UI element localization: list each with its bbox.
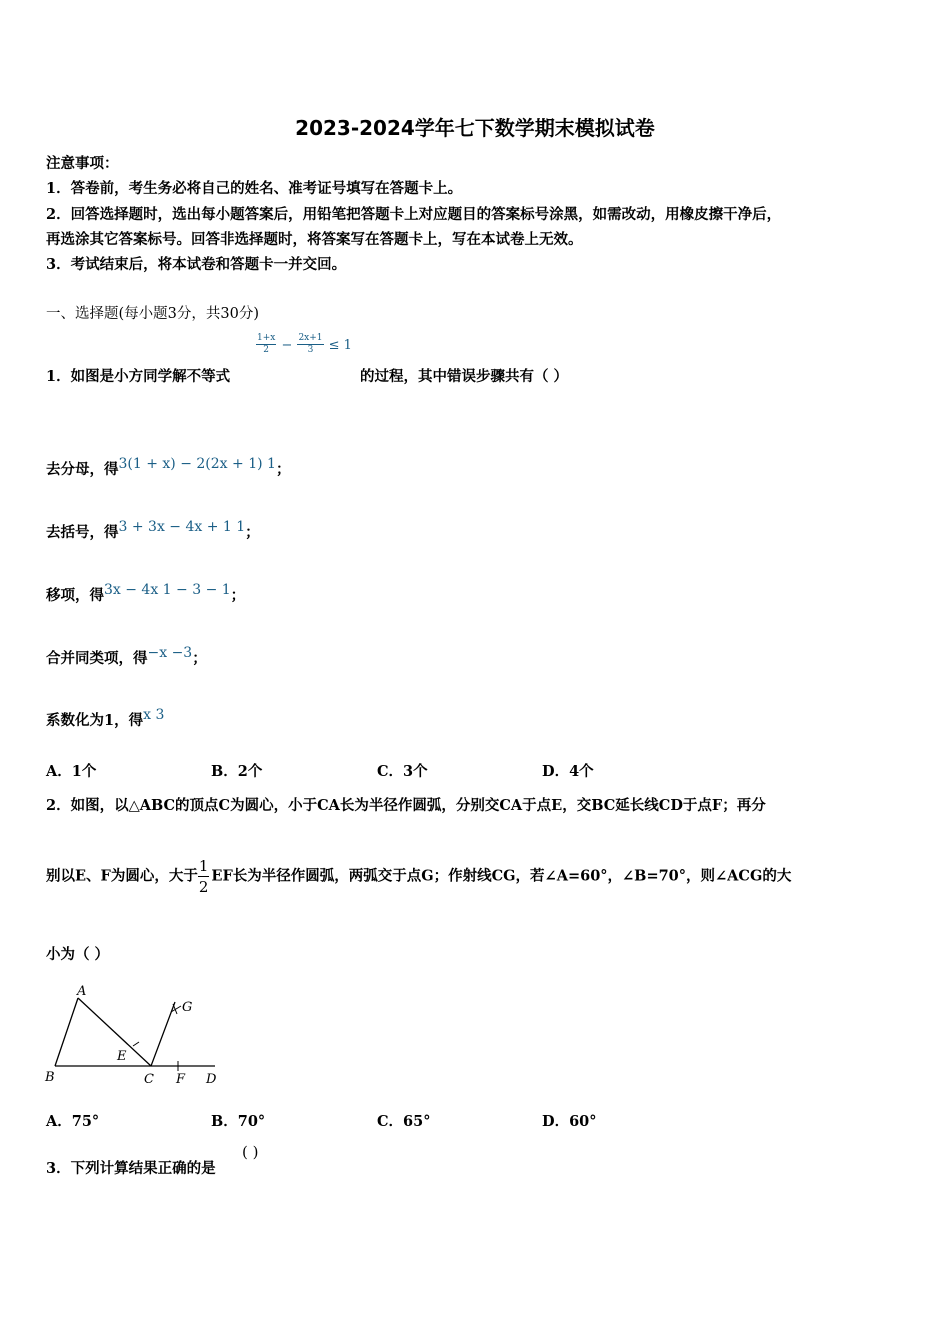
option-c[interactable]: C．65° — [377, 1113, 431, 1130]
question-2-line3: 小为（ ） — [46, 946, 110, 963]
label-d: D — [206, 1072, 217, 1087]
line-text: 别以E、F为圆心，大于 — [46, 867, 198, 885]
option-b[interactable]: B．70° — [211, 1113, 266, 1130]
option-b[interactable]: B．2个 — [211, 763, 263, 780]
question-1-prefix: 1．如图是小方同学解不等式 — [46, 368, 231, 385]
option-a[interactable]: A．1个 — [46, 763, 97, 780]
solution-step — [46, 709, 164, 730]
step-label: 去分母，得 — [46, 461, 119, 478]
question-1-suffix: 的过程，其中错误步骤共有（ ） — [360, 368, 569, 385]
fraction-denominator: 3 — [307, 345, 314, 355]
label-f: F — [176, 1072, 186, 1087]
answer-parentheses: ( ) — [242, 1143, 259, 1161]
fraction-numerator: 1 — [198, 857, 209, 875]
option-c[interactable]: C．3个 — [377, 763, 428, 780]
page-title: 2023-2024学年七下数学期末模拟试卷 — [295, 116, 655, 140]
step-end: ； — [245, 524, 260, 541]
solution-step — [46, 647, 207, 668]
one-half-fraction — [198, 856, 210, 897]
step-expression: x 3 — [143, 707, 165, 723]
inequality-formula — [256, 333, 352, 356]
question-3-text: 3．下列计算结果正确的是 — [46, 1160, 216, 1177]
step-expression: 3x − 4x 1 − 3 − 1 — [104, 582, 231, 598]
notice-item: 2．回答选择题时，选出每小题答案后，用铅笔把答题卡上对应题目的答案标号涂黑，如需改动，用橡皮擦干净后， — [46, 206, 782, 223]
arc-mark-e — [133, 1042, 139, 1046]
label-a: A — [77, 984, 87, 999]
solution-step — [46, 521, 260, 542]
step-label: 去括号，得 — [46, 524, 119, 541]
relation: ≤ 1 — [328, 338, 352, 353]
question-2-line2 — [46, 856, 791, 897]
fraction-numerator: 1+x — [257, 333, 276, 343]
step-label: 合并同类项，得 — [46, 650, 148, 667]
notice-item: 1．答卷前，考生务必将自己的姓名、准考证号填写在答题卡上。 — [46, 180, 463, 197]
question-2-line1: 2．如图，以△ABC的顶点C为圆心，小于CA长为半径作圆弧，分别交CA于点E，交BC延长线CD于点F；再分 — [46, 797, 766, 814]
option-d[interactable]: D．60° — [542, 1113, 597, 1130]
fraction-numerator: 2x+1 — [298, 333, 323, 343]
side-ac — [78, 998, 151, 1066]
step-expression: 3 + 3x − 4x + 1 1 — [118, 519, 246, 535]
notice-item: 再选涂其它答案标号。回答非选择题时，将答案写在答题卡上，写在本试卷上无效。 — [46, 231, 583, 248]
side-ab — [55, 998, 78, 1066]
line-text: EF长为半径作圆弧，两弧交于点G；作射线CG，若∠A=60°，∠B=70°，则∠ACG的大 — [211, 867, 792, 885]
step-expression: 3(1 + x) − 2(2x + 1) 1 — [118, 456, 276, 472]
label-e: E — [117, 1049, 127, 1064]
section-heading: 一、选择题(每小题3分，共30分) — [46, 306, 259, 322]
solution-step — [46, 458, 290, 479]
notice-item: 3．考试结束后，将本试卷和答题卡一并交回。 — [46, 256, 347, 273]
minus-sign: − — [281, 338, 293, 353]
option-a[interactable]: A．75° — [46, 1113, 100, 1130]
option-d[interactable]: D．4个 — [542, 763, 594, 780]
step-expression: −x −3 — [147, 645, 193, 661]
label-b: B — [45, 1070, 55, 1085]
solution-step — [46, 584, 245, 605]
label-g: G — [182, 1000, 193, 1015]
triangle-figure — [40, 980, 230, 1090]
fraction-denominator: 2 — [263, 345, 270, 355]
step-label: 系数化为1，得 — [46, 712, 144, 729]
notice-heading: 注意事项： — [46, 155, 119, 172]
fraction-denominator: 2 — [198, 878, 209, 896]
step-label: 移项，得 — [46, 587, 104, 604]
step-end: ； — [275, 461, 291, 478]
step-end: ； — [230, 587, 246, 604]
step-end: ； — [192, 650, 207, 667]
label-c: C — [144, 1072, 154, 1087]
